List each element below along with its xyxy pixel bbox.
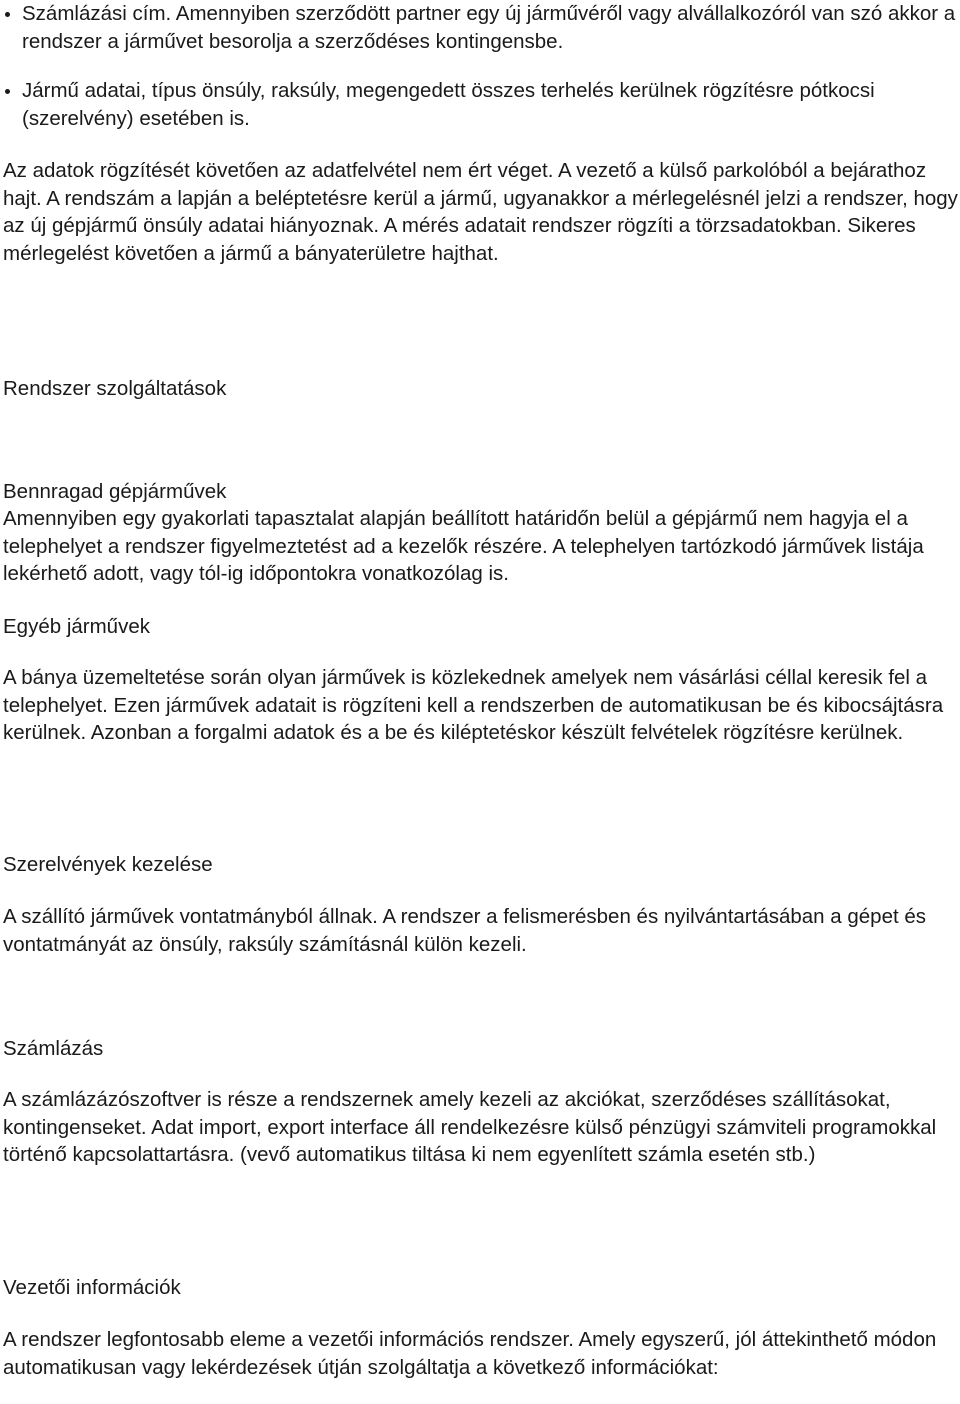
section-body-szerelvenyek-kezelese: A szállító járművek vontatmányból állnak. A rendszer a felismerésben és nyilvántartásában a gépet és vontatmányát az önsúly, raksúly számításnál külön kezeli.	[3, 905, 927, 956]
section-body-szamlazas: A számlázázószoftver is része a rendszernek amely kezeli az akciókat, szerződéses szállításokat, kontingenseket. Adat import, export interface áll rendelkezésre külső pénzügyi számviteli programokkal történő kapcsolattartásra. (vevő automatikus tiltása ki nem egyenlített számla esetén stb.)	[3, 1088, 937, 1166]
section-title-szamlazas: Számlázás	[3, 1037, 104, 1060]
section-title-egyeb-jarmuvek: Egyéb járművek	[3, 615, 150, 638]
section-body-bennragad-gepjarmuvek: Amennyiben egy gyakorlati tapasztalat alapján beállított határidőn belül a gépjármű nem hagyja el a telephelyet a rendszer figyelmeztetést ad a kezelők részére. A telephelyen tartózkodó járművek listája lekérhető adott, vagy tól-ig időpontokra vonatkozólag is.	[3, 507, 924, 585]
section-title-vezetoi-informaciok: Vezetői információk	[3, 1276, 181, 1299]
section-body-egyeb-jarmuvek: A bánya üzemeltetése során olyan járművek is közlekednek amelyek nem vásárlási céllal keresik fel a telephelyet. Ezen járművek adatait is rögzíteni kell a rendszerben de automatikusan be és kibocsájtásra kerülnek. Azonban a forgalmi adatok és a be és kiléptetéskor készült felvételek rögzítésre kerülnek.	[3, 666, 944, 744]
bullet-item-vehicle-data: Jármű adatai, típus önsúly, raksúly, megengedett összes terhelés kerülnek rögzítésre pótkocsi (szerelvény) esetében is.	[0, 77, 958, 132]
intro-paragraph: Az adatok rögzítését követően az adatfelvétel nem ért véget. A vezető a külső parkolóból a bejárathoz hajt. A rendszám a lapján a beléptetésre kerül a jármű, ugyanakkor a mérlegelésnél jelzi a rendszer, hogy az új gépjármű önsúly adatai hiányoznak. A mérés adatait rendszer rögzíti a törzsadatokban. Sikeres mérlegelést követően a jármű a bányaterületre hajthat.	[3, 159, 958, 265]
section-title-bennragad-gepjarmuvek: Bennragad gépjárművek	[3, 480, 227, 503]
section-title-rendszer-szolgaltatasok: Rendszer szolgáltatások	[3, 377, 227, 400]
section-body-vezetoi-informaciok: A rendszer legfontosabb eleme a vezetői információs rendszer. Amely egyszerű, jól áttekinthető módon automatikusan vagy lekérdezések útján szolgáltatja a következő információkat:	[3, 1328, 937, 1379]
section-title-szerelvenyek-kezelese: Szerelvények kezelése	[3, 853, 213, 876]
bullet-list	[0, 0, 958, 130]
bullet-item-billing-address: Számlázási cím. Amennyiben szerződött partner egy új járművéről vagy alvállalkozóról van szó akkor a rendszer a járművet besorolja a szerződéses kontingensbe.	[0, 0, 958, 55]
